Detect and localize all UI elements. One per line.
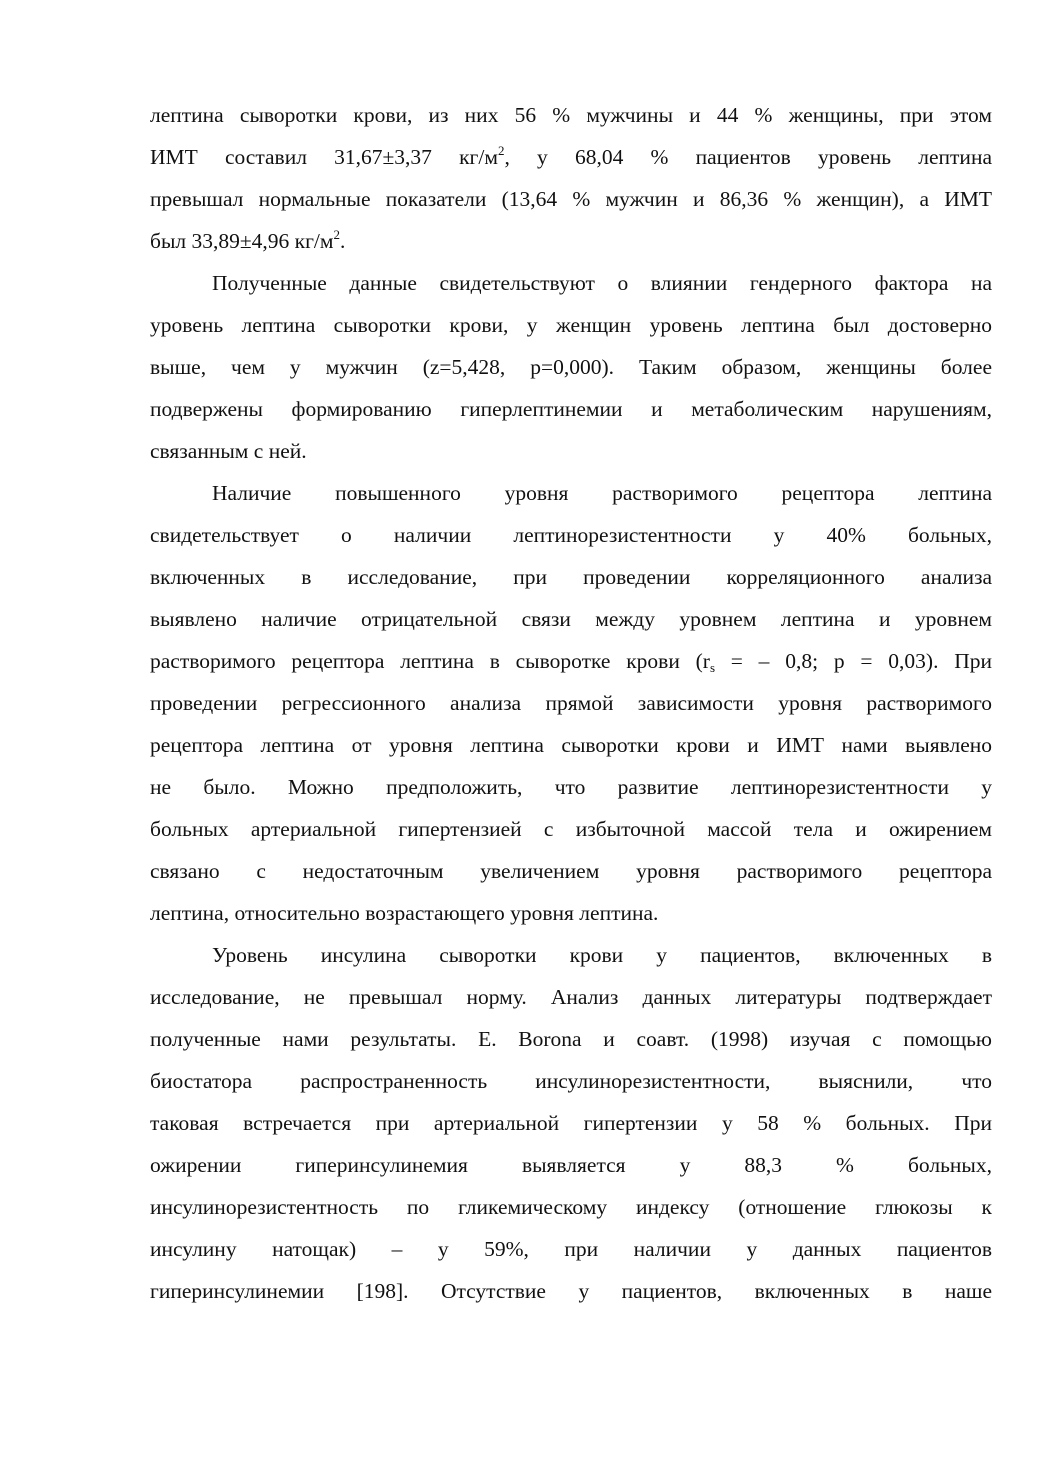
- superscript: 2: [497, 143, 505, 158]
- text-line: связанным с ней.: [150, 439, 307, 463]
- superscript: 2: [333, 227, 341, 242]
- paragraph: [150, 934, 992, 1312]
- paragraph: [150, 94, 992, 262]
- text-line: таковая встречается при артериальной гипертензии у 58 % больных. При: [150, 1111, 992, 1135]
- text-line: гиперинсулинемии [198]. Отсутствие у пациентов, включенных в наше: [150, 1279, 992, 1303]
- text-line: исследование, не превышал норму. Анализ данных литературы подтверждает: [150, 985, 992, 1009]
- text-line: свидетельствует о наличии лептинорезистентности у 40% больных,: [150, 523, 992, 547]
- text-line: включенных в исследование, при проведении корреляционного анализа: [150, 565, 992, 589]
- text-line: лептина сыворотки крови, из них 56 % мужчины и 44 % женщины, при этом: [150, 103, 992, 127]
- text-line: не было. Можно предположить, что развитие лептинорезистентности у: [150, 775, 992, 799]
- text-line: лептина, относительно возрастающего уровня лептина.: [150, 901, 659, 925]
- text-line: растворимого рецептора лептина в сыворотке крови ($r_s$ = – 0,8; p = 0,03). При: [150, 649, 993, 675]
- text-line: рецептора лептина от уровня лептина сыворотки крови и ИМТ нами выявлено: [150, 733, 992, 757]
- text-line: Уровень инсулина сыворотки крови у пациентов, включенных в: [212, 943, 992, 967]
- text-line: уровень лептина сыворотки крови, у женщин уровень лептина был достоверно: [150, 313, 992, 337]
- text-line: Наличие повышенного уровня растворимого рецептора лептина: [212, 481, 992, 505]
- text-line: больных артериальной гипертензией с избыточной массой тела и ожирением: [150, 817, 992, 841]
- text-line: ИМТ составил 31,67±3,37 $кг/м^2$, у 68,04 % пациентов уровень лептина: [150, 143, 992, 169]
- text-line: связано с недостаточным увеличением уровня растворимого рецептора: [150, 859, 992, 883]
- paragraph: [150, 262, 992, 472]
- subscript: s: [709, 660, 715, 675]
- text-line: инсулину натощак) – у 59%, при наличии у данных пациентов: [150, 1237, 992, 1261]
- text-line: превышал нормальные показатели (13,64 % мужчин и 86,36 % женщин), а ИМТ: [150, 187, 992, 211]
- text-line: инсулинорезистентность по гликемическому индексу (отношение глюкозы к: [150, 1195, 992, 1219]
- paragraph: [150, 472, 992, 934]
- text-line: полученные нами результаты. E. Borona и соавт. (1998) изучая с помощью: [150, 1027, 992, 1051]
- text-line: биостатора распространенность инсулинорезистентности, выяснили, что: [150, 1069, 992, 1093]
- text-line: выявлено наличие отрицательной связи между уровнем лептина и уровнем: [150, 607, 992, 631]
- body-text: [150, 94, 992, 1312]
- text-line: был 33,89±4,96 $кг/м^2$.: [150, 227, 346, 253]
- text-line: ожирении гиперинсулинемия выявляется у 88,3 % больных,: [150, 1153, 992, 1177]
- text-line: Полученные данные свидетельствуют о влиянии гендерного фактора на: [212, 271, 992, 295]
- text-line: проведении регрессионного анализа прямой зависимости уровня растворимого: [150, 691, 992, 715]
- text-line: выше, чем у мужчин (z=5,428, p=0,000). Таким образом, женщины более: [150, 355, 992, 379]
- text-line: подвержены формированию гиперлептинемии и метаболическим нарушениям,: [150, 397, 992, 421]
